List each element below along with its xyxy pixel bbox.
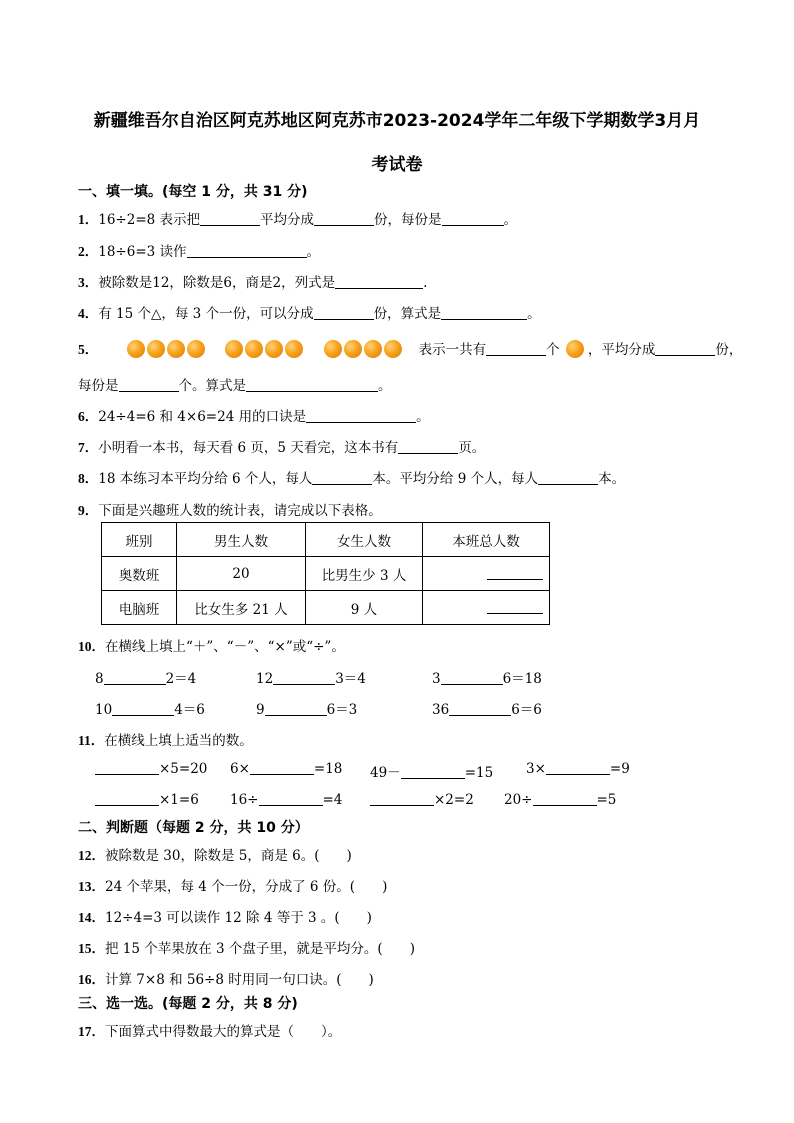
- answer-blank[interactable]: [246, 378, 378, 392]
- question-number: 6．: [78, 409, 99, 424]
- question-number: 16．: [78, 972, 105, 987]
- answer-blank[interactable]: [655, 342, 715, 356]
- orange-group: [324, 340, 404, 362]
- orange-icon: [225, 340, 243, 358]
- answer-blank[interactable]: [533, 792, 597, 806]
- orange-group: [225, 340, 305, 362]
- answer-blank[interactable]: [538, 471, 598, 485]
- q10-item: 12 3＝4: [256, 671, 366, 687]
- question-5: 5． 表示一共有 个 ，平均分成 份，: [78, 338, 742, 362]
- question-number: 10．: [78, 639, 105, 654]
- orange-icon: [127, 340, 145, 358]
- question-9: 9．下面是兴趣班人数的统计表，请完成以下表格。: [78, 503, 382, 519]
- table-answer-cell[interactable]: [423, 591, 550, 625]
- question-11: 11．在横线上填上适当的数。: [78, 733, 253, 749]
- answer-blank[interactable]: [486, 342, 546, 356]
- answer-blank[interactable]: [441, 306, 527, 320]
- answer-blank[interactable]: [104, 671, 166, 685]
- q11-item: ×5=20: [95, 761, 207, 777]
- q10-item: 9 6＝3: [256, 702, 358, 718]
- table-header: 班别: [102, 523, 177, 557]
- answer-blank[interactable]: [370, 792, 434, 806]
- answer-blank[interactable]: [273, 671, 335, 685]
- answer-blank[interactable]: [200, 212, 260, 226]
- section-heading-3: 三、选一选。(每题 2 分，共 8 分): [78, 996, 298, 1012]
- answer-blank[interactable]: [398, 440, 458, 454]
- question-number: 7．: [78, 440, 99, 455]
- question-12: 12．被除数是 30，除数是 5，商是 6。( ): [78, 848, 352, 864]
- table-cell: 比男生少 3 人: [306, 557, 423, 591]
- orange-icon: [265, 340, 283, 358]
- answer-blank[interactable]: [335, 275, 423, 289]
- answer-blank[interactable]: [546, 761, 610, 775]
- table-cell: 9 人: [306, 591, 423, 625]
- answer-blank[interactable]: [312, 471, 372, 485]
- table-cell: 电脑班: [102, 591, 177, 625]
- question-8: 8．18 本练习本平均分给 6 个人，每人 本。平均分给 9 个人，每人 本。: [78, 471, 626, 487]
- question-number: 8．: [78, 471, 99, 486]
- question-number: 11．: [78, 733, 105, 748]
- question-15: 15．把 15 个苹果放在 3 个盘子里，就是平均分。( ): [78, 941, 415, 957]
- q10-item: 36 6＝6: [432, 702, 542, 718]
- answer-blank[interactable]: [187, 244, 307, 258]
- question-number: 12．: [78, 848, 105, 863]
- answer-blank[interactable]: [487, 566, 543, 580]
- answer-blank[interactable]: [441, 671, 503, 685]
- orange-icon: [285, 340, 303, 358]
- answer-blank[interactable]: [314, 212, 374, 226]
- question-10: 10．在横线上填上“＋”、“－”、“×”或“÷”。: [78, 639, 345, 655]
- question-14: 14．12÷4=3 可以读作 12 除 4 等于 3 。( ): [78, 910, 372, 926]
- orange-icon: [566, 340, 584, 358]
- answer-blank[interactable]: [95, 792, 159, 806]
- orange-icon: [147, 340, 165, 358]
- q11-item: ×1=6: [95, 792, 199, 808]
- question-number: 4．: [78, 306, 99, 321]
- question-number: 1．: [78, 212, 99, 227]
- q11-item: 16÷ =4: [230, 792, 343, 808]
- orange-icon: [167, 340, 185, 358]
- question-number: 15．: [78, 941, 105, 956]
- q11-item: 6× =18: [230, 761, 343, 777]
- question-4: 4．有 15 个△，每 3 个一份，可以分成 份，算式是 。: [78, 306, 541, 322]
- table-header-row: [102, 523, 550, 557]
- table-answer-cell[interactable]: [423, 557, 550, 591]
- table-row: [102, 557, 550, 591]
- table-row: [102, 591, 550, 625]
- answer-blank[interactable]: [259, 792, 323, 806]
- question-number: 3．: [78, 275, 99, 290]
- page-title: 新疆维吾尔自治区阿克苏地区阿克苏市2023-2024学年二年级下学期数学3月月: [93, 111, 701, 131]
- question-number: 2．: [78, 244, 99, 259]
- orange-icon: [187, 340, 205, 358]
- q10-item: 8 2＝4: [95, 671, 197, 687]
- question-6: 6．24÷4=6 和 4×6=24 用的口诀是 。: [78, 409, 430, 425]
- orange-icon: [245, 340, 263, 358]
- answer-blank[interactable]: [265, 702, 327, 716]
- orange-icon: [384, 340, 402, 358]
- answer-blank[interactable]: [306, 409, 416, 423]
- page-title-cont: 考试卷: [371, 155, 423, 175]
- table-header: 男生人数: [177, 523, 306, 557]
- question-13: 13．24 个苹果，每 4 个一份，分成了 6 份。( ): [78, 879, 388, 895]
- orange-icon: [364, 340, 382, 358]
- table-header: 本班总人数: [423, 523, 550, 557]
- answer-blank[interactable]: [250, 761, 314, 775]
- section-heading-1: 一、填一填。(每空 1 分，共 31 分): [78, 184, 308, 200]
- question-number: 14．: [78, 910, 105, 925]
- question-17: 17．下面算式中得数最大的算式是（ ）。: [78, 1024, 342, 1040]
- answer-blank[interactable]: [314, 306, 374, 320]
- q10-item: 10 4＝6: [95, 702, 205, 718]
- question-7: 7．小明看一本书，每天看 6 页，5 天看完，这本书有 页。: [78, 440, 486, 456]
- q11-item: 49－ =15: [370, 765, 494, 781]
- answer-blank[interactable]: [95, 761, 159, 775]
- orange-icon: [324, 340, 342, 358]
- orange-icon: [344, 340, 362, 358]
- answer-blank[interactable]: [401, 765, 465, 779]
- answer-blank[interactable]: [112, 702, 174, 716]
- question-number: 13．: [78, 879, 105, 894]
- question-2: 2．18÷6=3 读作 。: [78, 244, 321, 260]
- table-header: 女生人数: [306, 523, 423, 557]
- answer-blank[interactable]: [442, 212, 504, 226]
- question-5-cont: 每份是 个。算式是 。: [78, 378, 392, 394]
- table-cell: 奥数班: [102, 557, 177, 591]
- section-heading-2: 二、判断题（每题 2 分，共 10 分）: [78, 820, 309, 836]
- question-number: 5．: [78, 342, 99, 357]
- class-stats-table: [101, 522, 550, 625]
- q11-item: 3× =9: [526, 761, 630, 777]
- answer-blank[interactable]: [119, 378, 179, 392]
- table-cell: 20: [177, 557, 306, 591]
- q11-item: 20÷ =5: [504, 792, 617, 808]
- question-3: 3．被除数是12，除数是6，商是2，列式是 .: [78, 275, 428, 291]
- table-cell: 比女生多 21 人: [177, 591, 306, 625]
- question-number: 17．: [78, 1024, 105, 1039]
- question-number: 9．: [78, 503, 99, 518]
- answer-blank[interactable]: [449, 702, 511, 716]
- question-1: 1．16÷2=8 表示把 平均分成 份，每份是 。: [78, 212, 518, 228]
- orange-group: [127, 340, 207, 362]
- q11-item: ×2=2: [370, 792, 474, 808]
- question-16: 16．计算 7×8 和 56÷8 时用同一句口诀。( ): [78, 972, 374, 988]
- q10-item: 3 6＝18: [432, 671, 542, 687]
- answer-blank[interactable]: [487, 600, 543, 614]
- orange-single: [566, 340, 586, 362]
